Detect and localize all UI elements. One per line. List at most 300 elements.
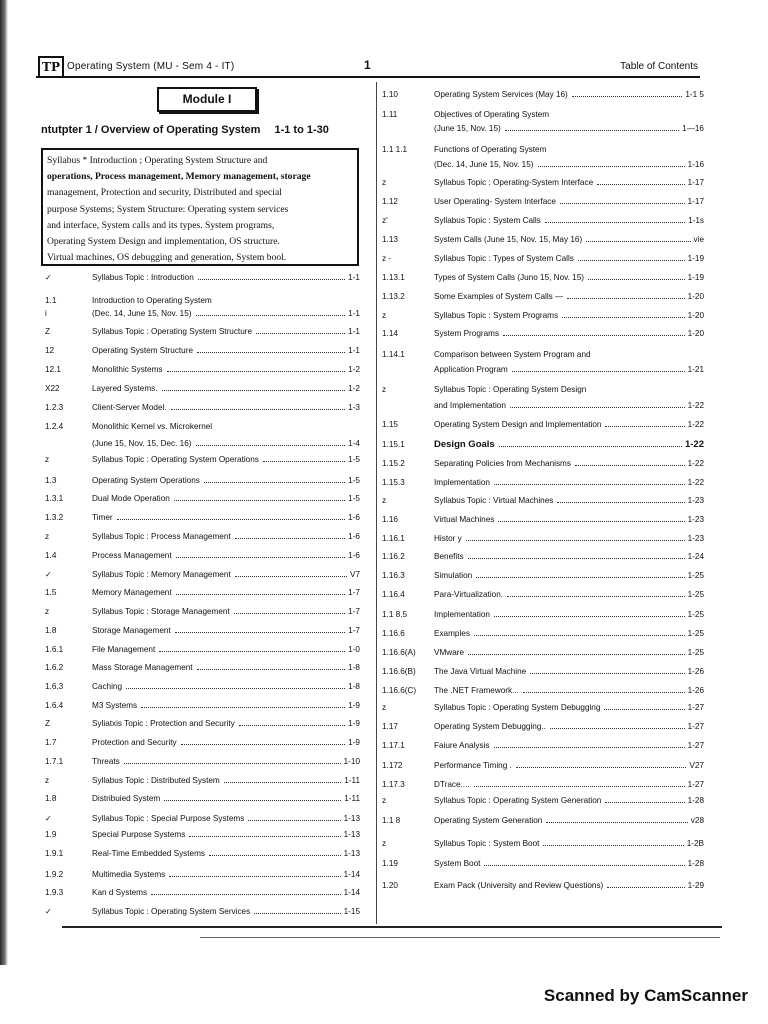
toc-entry-title: Kan d Systems bbox=[92, 888, 148, 897]
toc-leader-dots bbox=[171, 409, 346, 410]
toc-entry-number: 1.9.3 bbox=[45, 888, 64, 897]
toc-entry-number: 1.12 bbox=[382, 197, 398, 206]
toc-entry-number: z bbox=[45, 607, 50, 616]
toc-entry-page: 1-25 bbox=[687, 571, 704, 580]
toc-entry-number: 1.15.2 bbox=[382, 459, 405, 468]
toc-entry-number: 1.16.6(B) bbox=[382, 667, 416, 676]
toc-entry-number: z bbox=[45, 776, 50, 785]
toc-leader-dots bbox=[543, 845, 683, 846]
toc-entry-title: Syllabus Topic : System Programs bbox=[434, 311, 559, 320]
toc-entry bbox=[382, 703, 704, 712]
toc-entry-page: 1-11 bbox=[344, 776, 360, 785]
toc-entry-page: 1-27 bbox=[687, 703, 704, 712]
toc-entry-title: Process Management bbox=[92, 551, 172, 560]
toc-leader-dots bbox=[151, 894, 341, 895]
toc-entry-number: 1.8 bbox=[45, 794, 57, 803]
toc-entry-text bbox=[92, 365, 348, 374]
toc-entry-page: 1-7 bbox=[348, 607, 360, 616]
toc-entry-text bbox=[434, 722, 688, 731]
toc-entry-page: 1-1 bbox=[348, 273, 360, 282]
section-title: Table of Contents bbox=[620, 61, 698, 72]
toc-entry-title: Monolithic Systems bbox=[92, 365, 163, 374]
toc-entry bbox=[382, 273, 704, 282]
toc-entry-title: Monolithic Kernel vs. Microkernel bbox=[92, 422, 213, 431]
chapter-heading bbox=[41, 124, 329, 136]
toc-entry bbox=[45, 309, 360, 318]
toc-entry-page: 1-13 bbox=[343, 830, 360, 839]
toc-entry-text bbox=[92, 626, 348, 635]
toc-entry bbox=[45, 607, 360, 616]
toc-entry-number: 1.16 bbox=[382, 515, 398, 524]
toc-entry-page: V27 bbox=[689, 761, 704, 770]
toc-entry-text bbox=[434, 629, 688, 638]
toc-entry-text bbox=[434, 254, 688, 263]
toc-entry-page: 1-1 5 bbox=[685, 90, 704, 99]
toc-entry-number: 12 bbox=[45, 346, 55, 355]
toc-entry-page: 1-6 bbox=[348, 532, 360, 541]
toc-entry bbox=[382, 590, 704, 599]
toc-leader-dots bbox=[175, 632, 345, 633]
toc-leader-dots bbox=[197, 669, 346, 670]
toc-leader-dots bbox=[545, 222, 685, 223]
toc-entry bbox=[382, 780, 704, 789]
toc-entry-text bbox=[92, 757, 344, 766]
toc-entry-title: Syliatxis Topic : Protection and Security bbox=[92, 719, 235, 728]
toc-entry bbox=[382, 216, 704, 225]
toc-entry-text bbox=[434, 859, 688, 868]
toc-entry-number: 1.9.2 bbox=[45, 870, 64, 879]
toc-entry-text bbox=[434, 741, 688, 750]
toc-entry-title: Syllabus Topic : Virtual Machines bbox=[434, 496, 554, 505]
toc-leader-dots bbox=[607, 887, 684, 888]
toc-entry-page: vie bbox=[693, 235, 704, 244]
toc-entry bbox=[382, 401, 704, 410]
toc-entry-text bbox=[92, 296, 360, 305]
toc-entry-number: 1.14.1 bbox=[382, 350, 405, 359]
toc-entry-number: 1.16.6(C) bbox=[382, 686, 417, 695]
toc-leader-dots bbox=[189, 836, 340, 837]
toc-leader-dots bbox=[466, 540, 685, 541]
toc-entry-text bbox=[92, 327, 348, 336]
toc-leader-dots bbox=[197, 352, 345, 353]
toc-entry-number: 1.16.6 bbox=[382, 629, 405, 638]
toc-leader-dots bbox=[263, 461, 345, 462]
toc-entry-page: 1-17 bbox=[687, 197, 704, 206]
toc-entry bbox=[45, 888, 360, 897]
toc-leader-dots bbox=[141, 707, 345, 708]
toc-entry-title: Syllabus Topic : System Boot bbox=[434, 839, 540, 848]
toc-leader-dots bbox=[224, 782, 342, 783]
toc-entry-page: 1-2B bbox=[686, 839, 704, 848]
toc-leader-dots bbox=[124, 763, 341, 764]
toc-entry-title: VMware bbox=[434, 648, 465, 657]
toc-entry-page: 1-2 bbox=[348, 384, 360, 393]
toc-entry-text bbox=[92, 738, 348, 747]
toc-entry bbox=[45, 532, 360, 541]
toc-entry-number: 1.17.1 bbox=[382, 741, 405, 750]
toc-entry-number: 1.2.4 bbox=[45, 422, 64, 431]
toc-entry bbox=[382, 629, 704, 638]
toc-leader-dots bbox=[209, 855, 341, 856]
scanner-watermark: Scanned by CamScanner bbox=[543, 986, 748, 1005]
toc-entry-number: ✓ bbox=[45, 907, 52, 916]
toc-entry-title: Syllabus Topic : Operating System Structure bbox=[92, 327, 253, 336]
toc-entry-title: Real-Time Embedded Systems bbox=[92, 849, 205, 858]
toc-leader-dots bbox=[167, 371, 346, 372]
toc-entry bbox=[382, 350, 704, 359]
toc-entry-text bbox=[434, 235, 694, 244]
toc-entry bbox=[45, 870, 360, 879]
toc-entry bbox=[382, 124, 704, 133]
toc-leader-dots bbox=[484, 865, 684, 866]
syllabus-line: purpose Systems; System Structure: Operating system services bbox=[47, 203, 289, 215]
toc-entry-text bbox=[434, 552, 688, 561]
toc-entry-number: ✓ bbox=[45, 570, 52, 579]
toc-entry-number: z bbox=[382, 178, 387, 187]
toc-entry-text bbox=[434, 686, 688, 695]
toc-entry-page: 1-7 bbox=[348, 588, 360, 597]
toc-leader-dots bbox=[507, 596, 685, 597]
toc-leader-dots bbox=[159, 651, 345, 652]
toc-entry-text bbox=[434, 216, 688, 225]
toc-entry-text bbox=[92, 403, 348, 412]
toc-entry-title: Examples bbox=[434, 629, 470, 638]
toc-entry-page: 1-11 bbox=[344, 794, 360, 803]
toc-leader-dots bbox=[575, 465, 685, 466]
toc-entry-title: Implementation bbox=[434, 610, 490, 619]
toc-entry-title: Protection and Security bbox=[92, 738, 177, 747]
toc-entry bbox=[45, 384, 360, 393]
toc-entry bbox=[45, 906, 360, 916]
toc-entry bbox=[45, 439, 360, 448]
toc-entry-title: System Calls (June 15, Nov. 15, May 16) bbox=[434, 235, 583, 244]
toc-leader-dots bbox=[494, 616, 685, 617]
toc-entry-title: Mass Storage Management bbox=[92, 663, 193, 672]
toc-entry-page: 1-20 bbox=[687, 292, 704, 301]
toc-entry-text bbox=[434, 648, 688, 657]
toc-entry-text bbox=[434, 329, 688, 338]
toc-entry-title: Para-Virtualization. bbox=[434, 590, 504, 599]
toc-entry bbox=[45, 645, 360, 654]
toc-entry bbox=[45, 569, 360, 579]
toc-entry-text bbox=[434, 90, 685, 99]
toc-entry-number: z - bbox=[382, 254, 392, 263]
toc-entry-number: 1.5 bbox=[45, 588, 57, 597]
toc-entry bbox=[382, 839, 704, 848]
toc-entry-page: 1-6 bbox=[348, 551, 360, 560]
toc-entry-page: 1-15 bbox=[343, 907, 360, 916]
toc-entry-number: 1.19 bbox=[382, 859, 398, 868]
toc-leader-dots bbox=[468, 558, 685, 559]
toc-entry bbox=[45, 776, 360, 785]
toc-entry bbox=[45, 813, 360, 823]
toc-entry-title: Threats bbox=[92, 757, 120, 766]
toc-entry-page: 1-22 bbox=[687, 420, 704, 429]
toc-entry bbox=[45, 794, 360, 803]
toc-leader-dots bbox=[512, 371, 685, 372]
toc-entry-text bbox=[92, 888, 344, 897]
toc-entry-text bbox=[92, 273, 348, 282]
toc-leader-dots bbox=[117, 519, 346, 520]
toc-entry-number: 1.6.1 bbox=[45, 645, 64, 654]
toc-leader-dots bbox=[235, 538, 346, 539]
toc-entry bbox=[382, 571, 704, 580]
toc-entry-text bbox=[92, 814, 344, 823]
toc-leader-dots bbox=[546, 822, 687, 823]
toc-entry-title: Syllabus Topic : Special Purpose Systems bbox=[92, 814, 245, 823]
toc-entry-page: 1-26 bbox=[687, 686, 704, 695]
toc-entry-title: (June 15, Nov. 15, Dec. 16) bbox=[92, 439, 192, 448]
toc-entry bbox=[382, 667, 704, 676]
toc-entry-number: 1.3.1 bbox=[45, 494, 64, 503]
toc-leader-dots bbox=[530, 673, 684, 674]
toc-entry-number: 1.17 bbox=[382, 722, 398, 731]
toc-entry-page: 1-5 bbox=[348, 455, 360, 464]
toc-entry bbox=[382, 90, 704, 99]
toc-entry-text bbox=[434, 761, 689, 770]
toc-leader-dots bbox=[476, 577, 684, 578]
toc-entry-number: 1.10 bbox=[382, 90, 398, 99]
toc-entry-page: 1-27 bbox=[687, 741, 704, 750]
toc-entry-number: 1.16.4 bbox=[382, 590, 405, 599]
toc-entry-number: z bbox=[382, 385, 387, 394]
toc-entry bbox=[382, 722, 704, 731]
toc-entry-number: i bbox=[45, 309, 47, 318]
toc-entry-title: Syllabus Topic : Process Management bbox=[92, 532, 231, 541]
toc-entry-text bbox=[92, 794, 344, 803]
syllabus-line: Virtual machines, OS debugging and generation, System bool. bbox=[47, 252, 287, 264]
toc-entry-number: z bbox=[382, 796, 387, 805]
toc-entry bbox=[382, 741, 704, 750]
toc-entry-number: 1.15.1 bbox=[382, 440, 405, 449]
toc-entry-text bbox=[434, 311, 688, 320]
toc-entry bbox=[45, 682, 360, 691]
scan-edge-shadow bbox=[0, 0, 8, 965]
toc-entry-text bbox=[92, 346, 348, 355]
toc-entry-number: z bbox=[382, 496, 387, 505]
column-divider bbox=[376, 82, 377, 924]
toc-entry-text bbox=[434, 534, 688, 543]
toc-entry-title: Syllabus Topic : Storage Management bbox=[92, 607, 230, 616]
toc-entry-page: 1-3 bbox=[348, 403, 360, 412]
toc-leader-dots bbox=[503, 335, 685, 336]
toc-entry bbox=[382, 515, 704, 524]
toc-entry-number: 1.3.2 bbox=[45, 513, 64, 522]
toc-entry-text bbox=[434, 881, 688, 890]
toc-entry bbox=[45, 663, 360, 672]
toc-leader-dots bbox=[235, 576, 347, 577]
toc-entry-page: 1-20 bbox=[687, 311, 704, 320]
toc-entry-title: Operating System Operations bbox=[92, 476, 200, 485]
toc-entry-number: 1.15.3 bbox=[382, 478, 405, 487]
toc-leader-dots bbox=[557, 502, 684, 503]
toc-leader-dots bbox=[505, 130, 679, 131]
toc-entry-title: Syllabus Topic : Operating System Generation bbox=[434, 796, 602, 805]
toc-entry-title: M3 Systems bbox=[92, 701, 138, 710]
toc-entry-text bbox=[434, 571, 688, 580]
toc-entry bbox=[45, 626, 360, 635]
toc-entry-page: 1-4 bbox=[348, 439, 360, 448]
toc-entry bbox=[45, 365, 360, 374]
toc-entry-page: 1-22 bbox=[684, 439, 704, 450]
toc-entry-page: 1-16 bbox=[687, 160, 704, 169]
chapter-range: 1-1 to 1-30 bbox=[274, 124, 329, 136]
toc-entry-title: User Operating- System Interface bbox=[434, 197, 556, 206]
publisher-logo-icon: TP bbox=[38, 56, 64, 78]
toc-entry-page: 1-14 bbox=[343, 870, 360, 879]
toc-entry-text bbox=[92, 588, 348, 597]
toc-entry-title: Syllabus Topic : Distributed System bbox=[92, 776, 220, 785]
toc-entry-page: 1-8 bbox=[348, 682, 360, 691]
toc-entry-page: 1—16 bbox=[682, 124, 704, 133]
toc-entry-title: Storage Management bbox=[92, 626, 171, 635]
toc-entry bbox=[382, 110, 704, 119]
toc-leader-dots bbox=[196, 315, 346, 316]
toc-entry-text bbox=[92, 476, 348, 485]
toc-entry-title: Application Program bbox=[434, 365, 508, 374]
toc-entry-text bbox=[434, 667, 688, 676]
toc-entry-number: z bbox=[382, 839, 387, 848]
toc-entry-page: 1-25 bbox=[687, 648, 704, 657]
toc-leader-dots bbox=[567, 298, 684, 299]
toc-entry-text bbox=[434, 350, 704, 359]
toc-entry-page: 1-2 bbox=[348, 365, 360, 374]
toc-leader-dots bbox=[174, 500, 345, 501]
toc-entry-page: 1-19 bbox=[687, 273, 704, 282]
toc-leader-dots bbox=[560, 203, 685, 204]
toc-entry-title: Some Examples of System Calls — bbox=[434, 292, 564, 301]
toc-entry-title: and Implementation bbox=[434, 401, 506, 410]
toc-entry-number: ✓ bbox=[45, 814, 52, 823]
toc-entry-page: 1-25 bbox=[687, 610, 704, 619]
toc-entry-number: X22 bbox=[45, 384, 60, 393]
toc-entry-title: Types of System Calls (Juno 15, Nov. 15) bbox=[434, 273, 585, 282]
toc-entry bbox=[382, 881, 704, 890]
toc-entry-number: 12.1 bbox=[45, 365, 61, 374]
toc-entry-page: 1-14 bbox=[343, 888, 360, 897]
toc-entry bbox=[45, 403, 360, 412]
toc-leader-dots bbox=[523, 692, 685, 693]
toc-entry-page: 1-7 bbox=[348, 626, 360, 635]
toc-entry-number: 1.16.1 bbox=[382, 534, 405, 543]
toc-entry bbox=[45, 476, 360, 485]
toc-entry-text bbox=[434, 478, 688, 487]
toc-entry bbox=[45, 701, 360, 710]
toc-entry bbox=[382, 235, 704, 244]
toc-entry-text bbox=[434, 178, 688, 187]
toc-entry-page: 1-10 bbox=[343, 757, 360, 766]
toc-entry bbox=[382, 859, 704, 868]
toc-entry-number: 1.16.3 bbox=[382, 571, 405, 580]
toc-entry-text bbox=[434, 780, 688, 789]
toc-entry-text bbox=[434, 197, 688, 206]
toc-entry-number: Z bbox=[45, 719, 51, 728]
toc-entry bbox=[382, 552, 704, 561]
toc-entry-page: 1-0 bbox=[348, 645, 360, 654]
toc-entry-title: (Dec. 14, June 15, Nov. 15) bbox=[92, 309, 192, 318]
toc-entry bbox=[382, 292, 704, 301]
toc-entry-title: Operating System Debugging.. bbox=[434, 722, 546, 731]
toc-entry-number: 1.7.1 bbox=[45, 757, 64, 766]
toc-entry-number: 1.17.3 bbox=[382, 780, 405, 789]
toc-entry bbox=[382, 478, 704, 487]
toc-entry-title: Multimedia Systems bbox=[92, 870, 166, 879]
toc-entry-title: Benefits bbox=[434, 552, 464, 561]
toc-leader-dots bbox=[604, 709, 684, 710]
toc-entry-number: 1.13.2 bbox=[382, 292, 405, 301]
toc-entry bbox=[382, 459, 704, 468]
toc-entry-number: 1.2.3 bbox=[45, 403, 64, 412]
toc-entry bbox=[45, 513, 360, 522]
toc-leader-dots bbox=[198, 279, 345, 280]
toc-entry-title: Syllabus Topic : Operating System Services bbox=[92, 907, 251, 916]
toc-entry bbox=[45, 296, 360, 305]
toc-entry-number: 1.4 bbox=[45, 551, 57, 560]
toc-entry-text bbox=[434, 273, 688, 282]
toc-entry-title: File Management bbox=[92, 645, 156, 654]
toc-entry-number: z bbox=[45, 455, 50, 464]
toc-entry-page: v28 bbox=[690, 816, 704, 825]
toc-entry-text bbox=[92, 849, 344, 858]
toc-entry-number: 1.9.1 bbox=[45, 849, 64, 858]
toc-entry bbox=[45, 327, 360, 336]
toc-entry-text bbox=[92, 513, 348, 522]
toc-entry-number: 1.13 bbox=[382, 235, 398, 244]
toc-entry-text bbox=[92, 682, 348, 691]
toc-entry bbox=[382, 311, 704, 320]
toc-entry bbox=[382, 385, 704, 394]
toc-entry-title: Operating System Generation bbox=[434, 816, 543, 825]
page-number: 1 bbox=[364, 58, 371, 72]
toc-entry bbox=[45, 719, 360, 728]
toc-entry-title: Distribuied System bbox=[92, 794, 161, 803]
toc-entry-text bbox=[92, 663, 348, 672]
toc-entry-text bbox=[92, 422, 360, 431]
toc-entry-page: 1-29 bbox=[687, 881, 704, 890]
toc-entry-number: 1.8 bbox=[45, 626, 57, 635]
toc-entry-page: 1-23 bbox=[687, 496, 704, 505]
toc-entry-number: 1.20 bbox=[382, 881, 398, 890]
toc-entry-page: 1-28 bbox=[687, 796, 704, 805]
toc-entry-page: 1-23 bbox=[687, 515, 704, 524]
toc-leader-dots bbox=[605, 802, 684, 803]
toc-entry-text bbox=[92, 907, 344, 916]
toc-entry-title: (June 15, Nov. 15) bbox=[434, 124, 501, 133]
toc-entry-text bbox=[92, 570, 350, 579]
toc-entry-text bbox=[434, 124, 682, 133]
toc-leader-dots bbox=[474, 786, 685, 787]
toc-entry-text bbox=[434, 145, 704, 154]
toc-entry-number: z bbox=[382, 703, 387, 712]
toc-entry bbox=[382, 496, 704, 505]
toc-leader-dots bbox=[176, 594, 346, 595]
toc-leader-dots bbox=[256, 333, 345, 334]
toc-entry-page: 1-8 bbox=[348, 663, 360, 672]
toc-entry-title: Syllabus Topic : Operating System Design bbox=[434, 385, 587, 394]
toc-entry-title: Introduction to Operating System bbox=[92, 296, 212, 305]
toc-entry bbox=[45, 455, 360, 464]
toc-entry-text bbox=[92, 309, 348, 318]
toc-entry bbox=[382, 365, 704, 374]
toc-entry-page: 1-20 bbox=[687, 329, 704, 338]
toc-leader-dots bbox=[176, 557, 346, 558]
toc-entry-text bbox=[434, 839, 687, 848]
toc-entry-title: Comparison between System Program and bbox=[434, 350, 591, 359]
toc-leader-dots bbox=[538, 166, 685, 167]
toc-entry-text bbox=[92, 830, 344, 839]
toc-entry-page: 1-27 bbox=[687, 780, 704, 789]
toc-entry-page: 1-22 bbox=[687, 459, 704, 468]
